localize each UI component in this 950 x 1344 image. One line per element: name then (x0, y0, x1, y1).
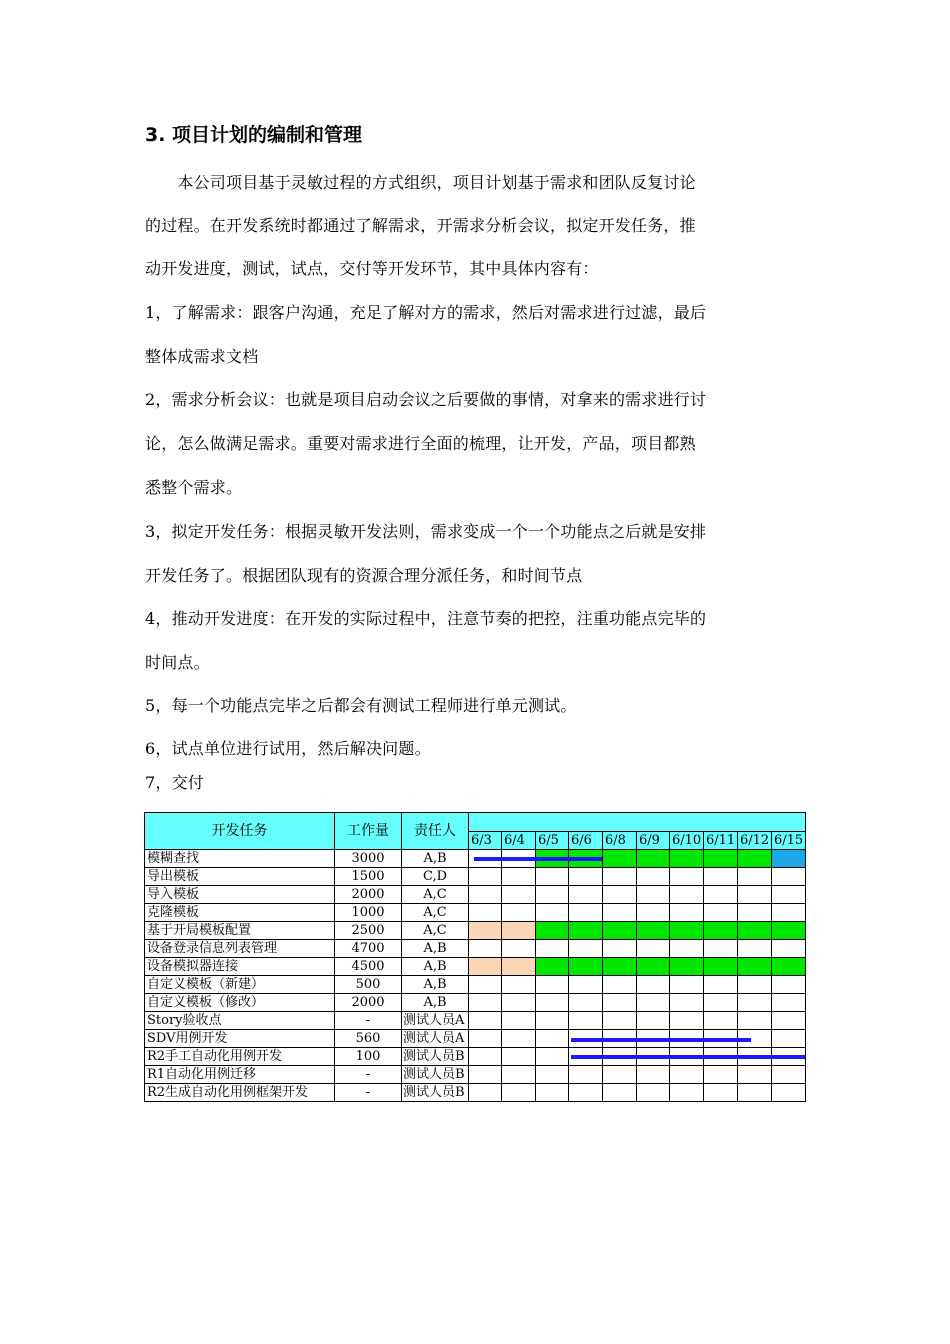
paragraph-line: 本公司项目基于灵敏过程的方式组织，项目计划基于需求和团队反复讨论 (145, 173, 696, 192)
paragraph-line: 论，怎么做满足需求。重要对需求进行全面的梳理，让开发，产品，项目都熟 (145, 434, 696, 453)
gantt-cell (469, 1048, 502, 1066)
task-owner: 测试人员A (402, 1030, 469, 1048)
task-workload: - (335, 1066, 402, 1084)
gantt-cell (738, 994, 772, 1012)
gantt-cell (603, 1012, 637, 1030)
task-name: 克隆模板 (145, 904, 335, 922)
paragraph-line: 1，了解需求：跟客户沟通，充足了解对方的需求，然后对需求进行过滤，最后 (145, 303, 707, 322)
task-workload: 4500 (335, 958, 402, 976)
gantt-cell (738, 976, 772, 994)
gantt-cell (670, 922, 704, 940)
gantt-cell (670, 976, 704, 994)
gantt-cell (603, 922, 637, 940)
gantt-cell (603, 1084, 637, 1102)
table-row (145, 868, 806, 886)
gantt-cell (502, 904, 536, 922)
gantt-cell (637, 904, 670, 922)
gantt-cell (637, 1084, 670, 1102)
task-name: SDV用例开发 (145, 1030, 335, 1048)
gantt-cell (469, 994, 502, 1012)
gantt-cell (569, 1066, 603, 1084)
gantt-cell (569, 1012, 603, 1030)
gantt-cell (704, 958, 738, 976)
gantt-cell (704, 1084, 738, 1102)
task-name: 模糊查找 (145, 850, 335, 868)
gantt-cell (603, 958, 637, 976)
gantt-cell (502, 922, 536, 940)
task-name: Story验收点 (145, 1012, 335, 1030)
gantt-cell (536, 1030, 569, 1048)
gantt-cell (670, 1066, 704, 1084)
gantt-cell (772, 850, 806, 868)
task-name: 设备登录信息列表管理 (145, 940, 335, 958)
gantt-cell (569, 922, 603, 940)
gantt-cell (670, 940, 704, 958)
gantt-cell (536, 958, 569, 976)
task-workload: 2000 (335, 994, 402, 1012)
date-header: 6/11 (704, 832, 738, 850)
task-workload: 1500 (335, 868, 402, 886)
gantt-cell (469, 904, 502, 922)
gantt-cell (738, 904, 772, 922)
gantt-cell (738, 1066, 772, 1084)
gantt-cell (670, 850, 704, 868)
gantt-cell (738, 922, 772, 940)
gantt-cell (569, 868, 603, 886)
task-name: 导入模板 (145, 886, 335, 904)
task-workload: 100 (335, 1048, 402, 1066)
paragraph-line: 4，推动开发进度：在开发的实际过程中，注意节奏的把控，注重功能点完毕的 (145, 609, 707, 628)
gantt-cell (502, 1066, 536, 1084)
task-owner: A,B (402, 994, 469, 1012)
gantt-cell (569, 976, 603, 994)
task-owner: 测试人员B (402, 1084, 469, 1102)
gantt-cell (772, 1084, 806, 1102)
gantt-cell (738, 868, 772, 886)
table-row (145, 958, 806, 976)
gantt-cell (637, 868, 670, 886)
gantt-cell (704, 850, 738, 868)
date-header: 6/4 (502, 832, 536, 850)
table-row (145, 886, 806, 904)
gantt-cell (536, 976, 569, 994)
gantt-cell (603, 886, 637, 904)
task-name: R2生成自动化用例框架开发 (145, 1084, 335, 1102)
gantt-cell (603, 976, 637, 994)
date-header: 6/5 (536, 832, 569, 850)
schedule-bar (474, 857, 602, 861)
gantt-cell (536, 994, 569, 1012)
gantt-cell (469, 958, 502, 976)
schedule-bar (571, 1038, 751, 1042)
gantt-cell (637, 886, 670, 904)
gantt-cell (772, 1012, 806, 1030)
paragraph-line: 悉整个需求。 (145, 478, 243, 497)
gantt-cell (502, 976, 536, 994)
gantt-cell (637, 958, 670, 976)
gantt-cell (603, 1066, 637, 1084)
gantt-cell (469, 922, 502, 940)
gantt-cell (469, 1030, 502, 1048)
gantt-cell (569, 940, 603, 958)
gantt-cell (603, 868, 637, 886)
gantt-cell (670, 868, 704, 886)
gantt-cell (738, 1012, 772, 1030)
date-header: 6/9 (637, 832, 670, 850)
date-header: 6/8 (603, 832, 637, 850)
gantt-cell (637, 976, 670, 994)
gantt-cell (502, 1030, 536, 1048)
task-owner: A,C (402, 904, 469, 922)
gantt-cell (569, 886, 603, 904)
paragraph-line: 的过程。在开发系统时都通过了解需求，开需求分析会议，拟定开发任务，推 (145, 216, 696, 235)
gantt-cell (536, 904, 569, 922)
gantt-cell (670, 904, 704, 922)
paragraph-line: 5，每一个功能点完毕之后都会有测试工程师进行单元测试。 (145, 696, 577, 715)
gantt-cell (704, 922, 738, 940)
paragraph-line: 2，需求分析会议：也就是项目启动会议之后要做的事情，对拿来的需求进行讨 (145, 390, 707, 409)
task-workload: 1000 (335, 904, 402, 922)
task-workload: 3000 (335, 850, 402, 868)
gantt-cell (569, 904, 603, 922)
gantt-cell (569, 1084, 603, 1102)
gantt-cell (738, 886, 772, 904)
date-header: 6/10 (670, 832, 704, 850)
gantt-cell (704, 994, 738, 1012)
header-task: 开发任务 (145, 813, 335, 850)
table-row (145, 904, 806, 922)
gantt-cell (502, 958, 536, 976)
gantt-cell (469, 1084, 502, 1102)
paragraph-line: 开发任务了。根据团队现有的资源合理分派任务，和时间节点 (145, 566, 583, 585)
gantt-cell (603, 940, 637, 958)
task-owner: C,D (402, 868, 469, 886)
gantt-cell (772, 922, 806, 940)
gantt-cell (502, 868, 536, 886)
gantt-cell (469, 1066, 502, 1084)
gantt-cell (738, 1084, 772, 1102)
task-workload: - (335, 1084, 402, 1102)
gantt-cell (637, 850, 670, 868)
gantt-cell (637, 1012, 670, 1030)
task-name: 设备模拟器连接 (145, 958, 335, 976)
gantt-cell (704, 868, 738, 886)
task-name: 基于开局模板配置 (145, 922, 335, 940)
gantt-cell (536, 1012, 569, 1030)
gantt-cell (536, 868, 569, 886)
gantt-cell (772, 994, 806, 1012)
gantt-cell (569, 958, 603, 976)
paragraph-line: 整体成需求文档 (145, 347, 259, 366)
task-name: 导出模板 (145, 868, 335, 886)
gantt-cell (502, 994, 536, 1012)
table-row (145, 940, 806, 958)
gantt-cell (502, 1012, 536, 1030)
date-header: 6/12 (738, 832, 772, 850)
task-owner: A,C (402, 922, 469, 940)
task-owner: A,B (402, 958, 469, 976)
task-workload: 2000 (335, 886, 402, 904)
date-header: 6/3 (469, 832, 502, 850)
gantt-cell (704, 1066, 738, 1084)
gantt-cell (536, 940, 569, 958)
header-workload: 工作量 (335, 813, 402, 850)
paragraph-line: 时间点。 (145, 653, 210, 672)
gantt-cell (502, 886, 536, 904)
gantt-cell (704, 976, 738, 994)
task-workload: 2500 (335, 922, 402, 940)
gantt-cell (637, 994, 670, 1012)
gantt-cell (704, 886, 738, 904)
gantt-cell (603, 904, 637, 922)
gantt-cell (738, 850, 772, 868)
gantt-cell (469, 868, 502, 886)
task-workload: 560 (335, 1030, 402, 1048)
task-owner: 测试人员B (402, 1066, 469, 1084)
gantt-cell (536, 1048, 569, 1066)
task-owner: A,B (402, 850, 469, 868)
gantt-cell (772, 904, 806, 922)
gantt-cell (502, 940, 536, 958)
date-header: 6/6 (569, 832, 603, 850)
task-name: R1自动化用例迁移 (145, 1066, 335, 1084)
gantt-cell (469, 886, 502, 904)
date-header: 6/15 (772, 832, 806, 850)
gantt-cell (536, 922, 569, 940)
gantt-cell (670, 994, 704, 1012)
gantt-cell (637, 922, 670, 940)
paragraph-line: 3，拟定开发任务：根据灵敏开发法则，需求变成一个一个功能点之后就是安排 (145, 522, 707, 541)
gantt-cell (772, 1066, 806, 1084)
table-row (145, 922, 806, 940)
table-row (145, 1084, 806, 1102)
schedule-bar (571, 1055, 805, 1059)
section-title: 3. 项目计划的编制和管理 (145, 124, 363, 146)
gantt-cell (772, 1030, 806, 1048)
gantt-cell (603, 994, 637, 1012)
gantt-header-row (145, 813, 806, 832)
task-owner: A,B (402, 940, 469, 958)
task-name: R2手工自动化用例开发 (145, 1048, 335, 1066)
task-name: 自定义模板（修改） (145, 994, 335, 1012)
header-date-band (469, 813, 806, 832)
gantt-cell (469, 976, 502, 994)
table-row (145, 994, 806, 1012)
gantt-cell (772, 940, 806, 958)
task-workload: 4700 (335, 940, 402, 958)
gantt-cell (502, 1084, 536, 1102)
gantt-chart (144, 812, 805, 1104)
gantt-cell (704, 1012, 738, 1030)
gantt-cell (704, 904, 738, 922)
gantt-cell (670, 1084, 704, 1102)
gantt-cell (569, 994, 603, 1012)
gantt-cell (637, 1066, 670, 1084)
gantt-cell (670, 958, 704, 976)
gantt-cell (469, 1012, 502, 1030)
gantt-cell (670, 886, 704, 904)
gantt-cell (772, 868, 806, 886)
task-workload: 500 (335, 976, 402, 994)
task-workload: - (335, 1012, 402, 1030)
task-name: 自定义模板（新建） (145, 976, 335, 994)
gantt-cell (738, 958, 772, 976)
gantt-cell (536, 1066, 569, 1084)
task-owner: 测试人员B (402, 1048, 469, 1066)
gantt-cell (536, 1084, 569, 1102)
table-row (145, 976, 806, 994)
gantt-cell (772, 958, 806, 976)
header-owner: 责任人 (402, 813, 469, 850)
gantt-cell (772, 886, 806, 904)
gantt-cell (469, 940, 502, 958)
task-owner: A,C (402, 886, 469, 904)
gantt-cell (637, 940, 670, 958)
gantt-cell (772, 976, 806, 994)
table-row (145, 1012, 806, 1030)
gantt-cell (738, 940, 772, 958)
task-owner: 测试人员A (402, 1012, 469, 1030)
gantt-cell (502, 1048, 536, 1066)
gantt-cell (603, 850, 637, 868)
gantt-cell (704, 940, 738, 958)
paragraph-line: 6，试点单位进行试用，然后解决问题。 (145, 739, 431, 758)
table-row (145, 1066, 806, 1084)
paragraph-line: 7，交付 (145, 773, 204, 792)
task-owner: A,B (402, 976, 469, 994)
paragraph-line: 动开发进度，测试，试点，交付等开发环节，其中具体内容有： (145, 259, 599, 278)
gantt-cell (536, 886, 569, 904)
gantt-cell (670, 1012, 704, 1030)
